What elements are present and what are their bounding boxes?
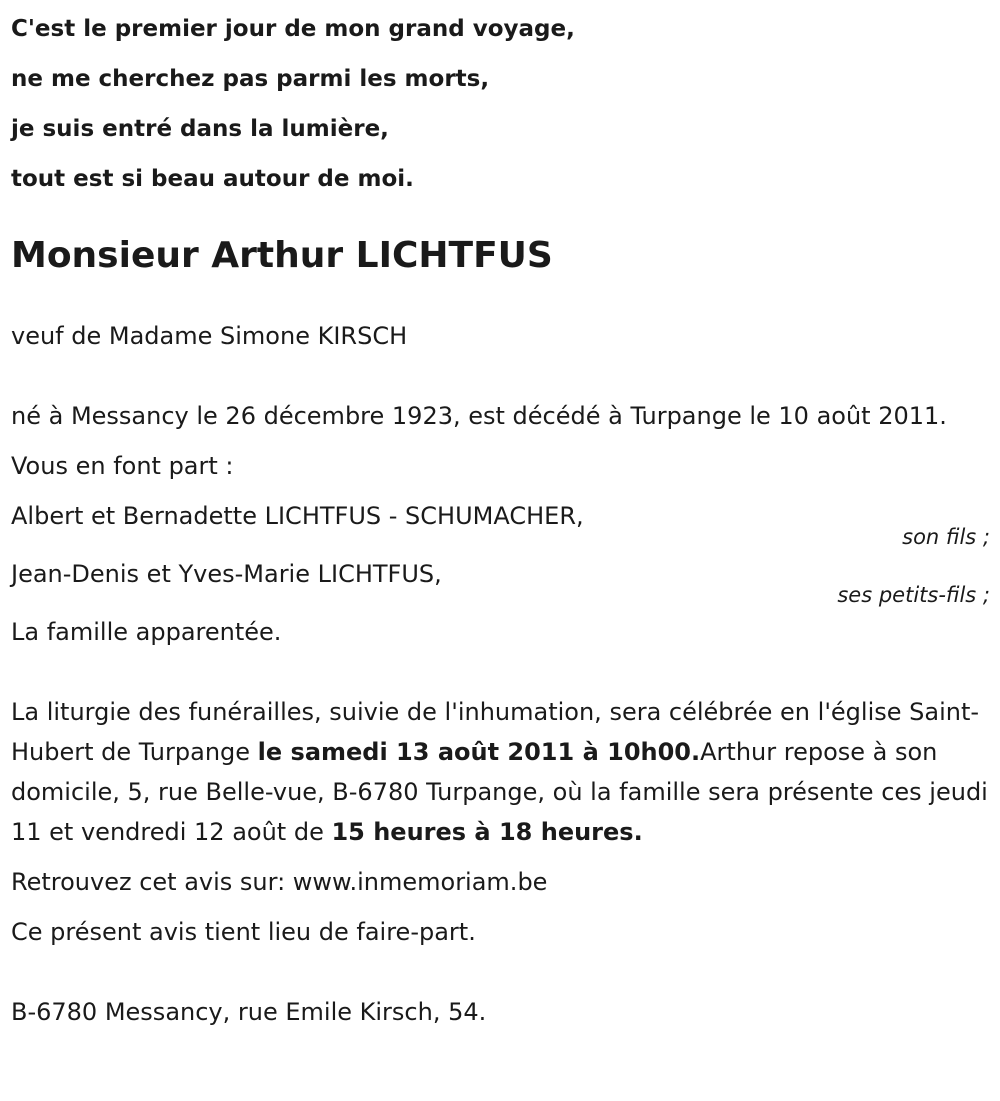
- address-line: B-6780 Messancy, rue Emile Kirsch, 54.: [11, 998, 487, 1026]
- funeral-date: le samedi 13 août 2011 à 10h00.: [257, 738, 701, 766]
- visiting-hours: 15 heures à 18 heures.: [331, 818, 643, 846]
- liturgy-paragraph: [11, 692, 990, 852]
- family-member: [11, 554, 990, 606]
- family-member-names: Albert et Bernadette LICHTFUS - SCHUMACHER,: [11, 502, 584, 530]
- website-line: Retrouvez cet avis sur: www.inmemoriam.be: [11, 868, 548, 896]
- poem-line: je suis entré dans la lumière,: [11, 116, 389, 142]
- birth-death-line: né à Messancy le 26 décembre 1923, est décédé à Turpange le 10 août 2011.: [11, 402, 947, 430]
- poem-line: ne me cherchez pas parmi les morts,: [11, 66, 490, 92]
- family-member-relation: son fils ;: [902, 525, 990, 549]
- poem-line: tout est si beau autour de moi.: [11, 166, 414, 192]
- extended-family-line: La famille apparentée.: [11, 618, 282, 646]
- liturgy-text: La liturgie des funérailles, suivie de l'inhumation, sera célébrée en l'église Saint-Hubert de Turpange: [11, 698, 980, 766]
- poem-line: C'est le premier jour de mon grand voyage,: [11, 16, 575, 42]
- poem: [11, 4, 990, 204]
- deceased-name: Monsieur Arthur LICHTFUS: [11, 235, 553, 276]
- liturgy-text-rest: Arthur repose à son domicile, 5, rue Belle-vue, B-6780 Turpange, où la famille sera présente ces jeudi 11 et vendredi 12 août de: [11, 738, 988, 846]
- notice-line: Ce présent avis tient lieu de faire-part.: [11, 918, 476, 946]
- family-member-relation: ses petits-fils ;: [837, 583, 990, 607]
- family-member-names: Jean-Denis et Yves-Marie LICHTFUS,: [11, 560, 442, 588]
- spouse-line: veuf de Madame Simone KIRSCH: [11, 322, 408, 350]
- family-member: [11, 496, 990, 548]
- announce-line: Vous en font part :: [11, 452, 234, 480]
